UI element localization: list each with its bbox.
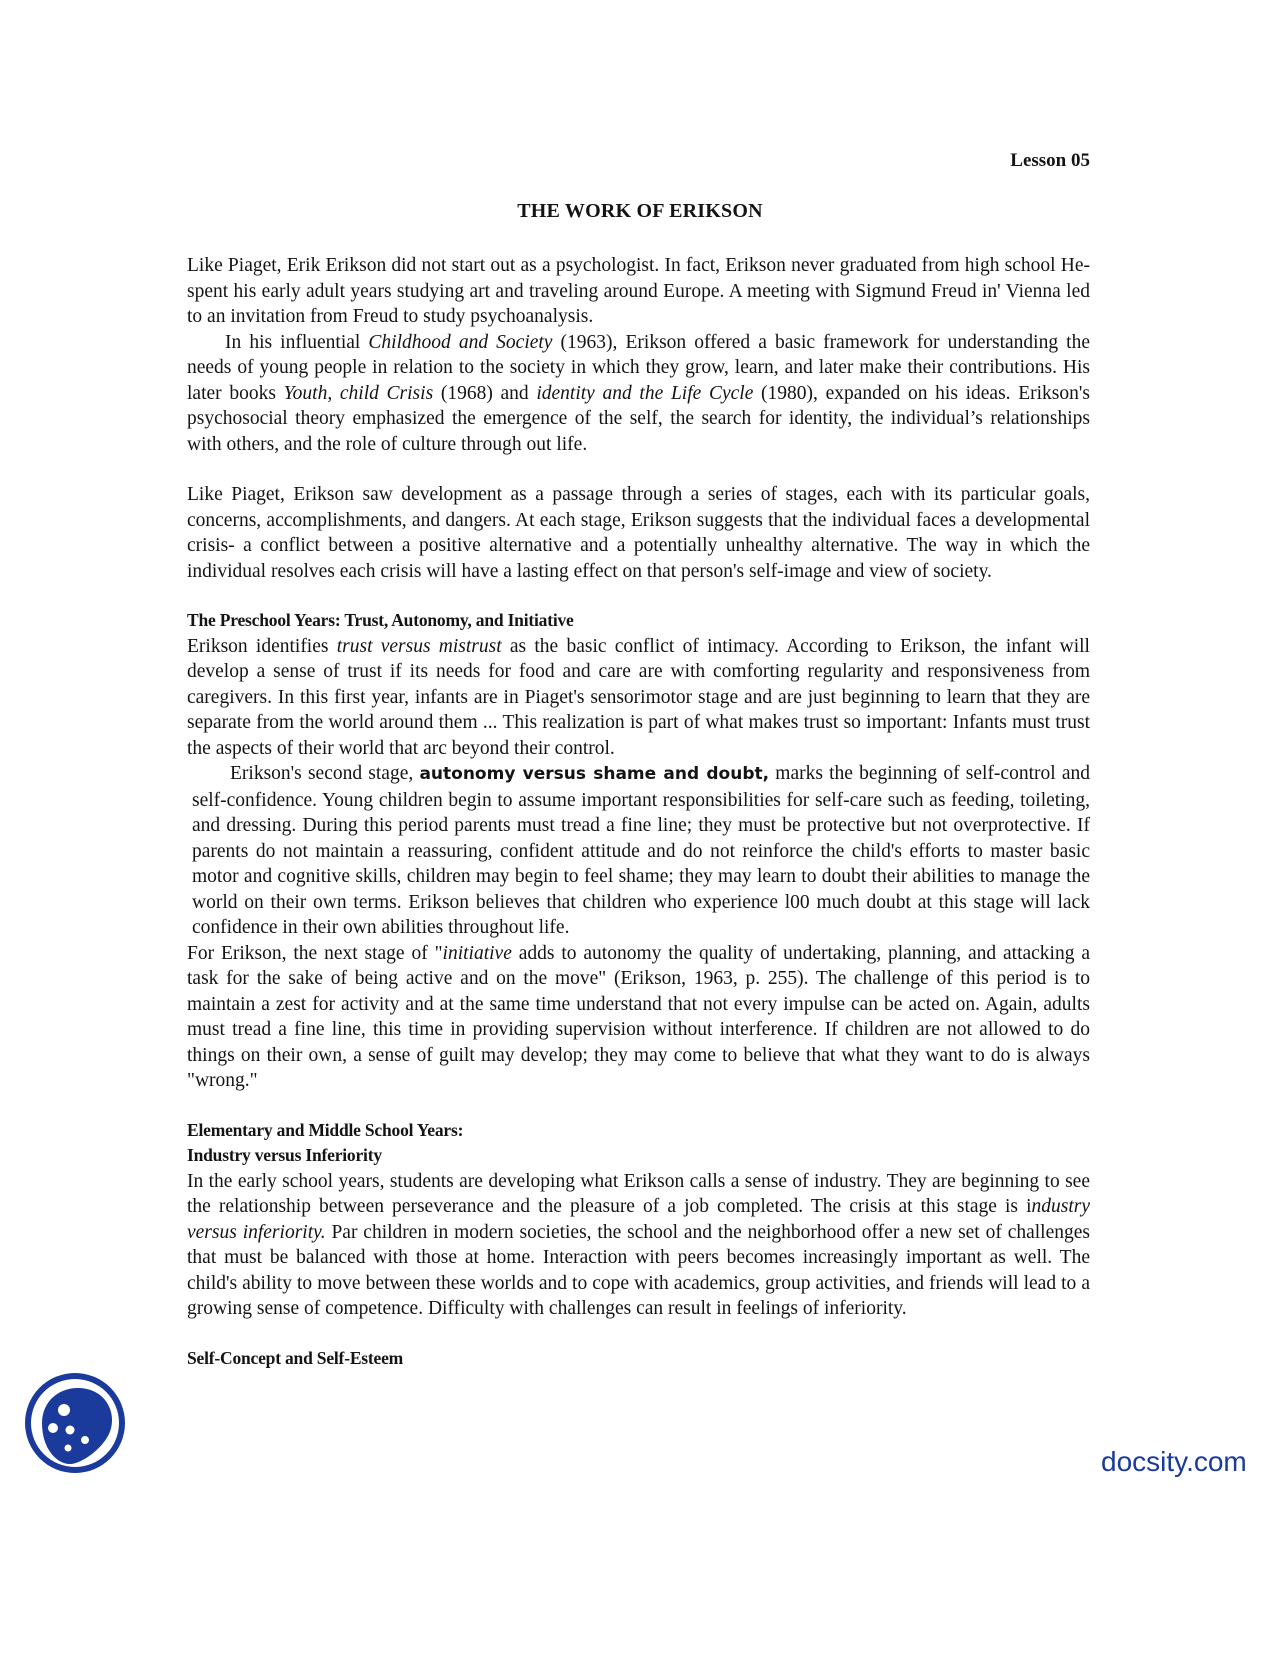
book-title: Childhood and Society [368,331,553,353]
section-heading-elementary: Elementary and Middle School Years: [187,1119,464,1140]
text-span: Erikson identifies [187,635,337,657]
lesson-label: Lesson 05 [1010,150,1090,171]
page-title: THE WORK OF ERIKSON [517,200,763,222]
text-span: Erikson's second stage, [230,763,420,784]
section-heading-preschool: The Preschool Years: Trust, Autonomy, and Initiative [187,610,574,630]
emphasis-term: ndustry versus inferiority. [187,1196,1090,1243]
text-span: marks the beginning of self-control and self-confidence. Young children begin to assume important responsibilities for self-care such as feeding, toileting, and dressing. During this period parents must tread a fine line; they must be protective but not overprotective. If parents do not maintain a reassuring, confident attitude and do not reinforce the child's efforts to master basic motor and cognitive skills, children may begin to feel shame; they may learn to doubt their abilities to manage the world on their own terms. Erikson believes that children who experience l00 much doubt at this stage will lack confidence in their own abilities throughout life. [192,763,1091,938]
preschool-paragraph-2 [187,761,1090,941]
book-title: identity and the Life Cycle [536,382,754,404]
emphasis-term: autonomy versus shame and doubt, [419,764,770,784]
text-span: In the early school years, students are developing what Erikson calls a sense of industry. They are beginning to see the relationship between perseverance and the pleasure of a job completed. The crisis at this stage is i [187,1170,1090,1217]
text-span: For Erikson, the next stage of " [187,942,443,964]
text-span: (1963), Erikson offered a basic framework for understanding the needs of young people in relation to the society in which they grow, learn, and later make their contributions. His later books [187,331,1090,404]
docsity-logo-icon[interactable] [20,1368,130,1478]
text-span: as the basic conflict of intimacy. According to Erikson, the infant will develop a sense of trust if its needs for food and care are with comforting regularity and responsiveness from caregivers. In this first year, infants are in Piaget's sensorimotor stage and are just beginning to learn that they are separate from the world around them ... This realization is part of what makes trust so important: Infants must trust the aspects of their world that arc beyond their control. [187,635,1090,759]
preschool-paragraph-1 [187,634,1090,762]
emphasis-term: trust versus mistrust [336,635,502,657]
preschool-paragraph-3 [187,941,1090,1094]
elementary-paragraph-1 [187,1169,1090,1322]
text-span: (1980), expanded on his ideas. Erikson's psychosocial theory emphasized the emergence of the self, the search for identity, the individual’s relationships with others, and the role of culture through out life. [187,382,1090,455]
emphasis-term: initiative [442,942,512,964]
section-heading-self-concept: Self-Concept and Self-Esteem [187,1347,404,1368]
document-body [187,253,1090,1371]
book-title: Youth, child Crisis [283,382,434,404]
text-span: Par children in modern societies, the school and the neighborhood offer a new set of challenges that must be balanced with those at home. Interaction with peers becomes increasingly important as well. The child's ability to move between these worlds and to cope with academics, group activities, and friends will lead to a growing sense of competence. Difficulty with challenges can result in feelings of inferiority. [187,1221,1091,1319]
intro-paragraph-2 [187,330,1090,458]
docsity-link[interactable]: docsity.com [1101,1446,1247,1477]
text-span: (1968) and [433,382,537,404]
intro-paragraph-3: Like Piaget, Erikson saw development as a passage through a series of stages, each with its particular goals, concerns, accomplishments, and dangers. At each stage, Erikson suggests that the individual faces a developmental crisis- a conflict between a positive alternative and a potentially unhealthy alternative. The way in which the individual resolves each crisis will have a lasting effect on that person's self-image and view of society. [187,484,1090,582]
section-subheading-industry: Industry versus Inferiority [187,1145,382,1165]
intro-paragraph-1: Like Piaget, Erik Erikson did not start out as a psychologist. In fact, Erikson never graduated from high school He-spent his early adult years studying art and traveling around Europe. A meeting with Sigmund Freud in' Vienna led to an invitation from Freud to study psychoanalysis. [187,255,1090,327]
text-span: In his influential [225,331,369,353]
text-span: adds to autonomy the quality of undertaking, planning, and attacking a task for the sake of being active and on the move" (Erikson, 1963, p. 255). The challenge of this period is to maintain a zest for activity and at the same time understand that not every impulse can be acted on. Again, adults must tread a fine line, this time in providing supervision without interference. If children are not allowed to do things on their own, a sense of guilt may develop; they may come to believe that what they want to do is always "wrong." [187,942,1090,1091]
